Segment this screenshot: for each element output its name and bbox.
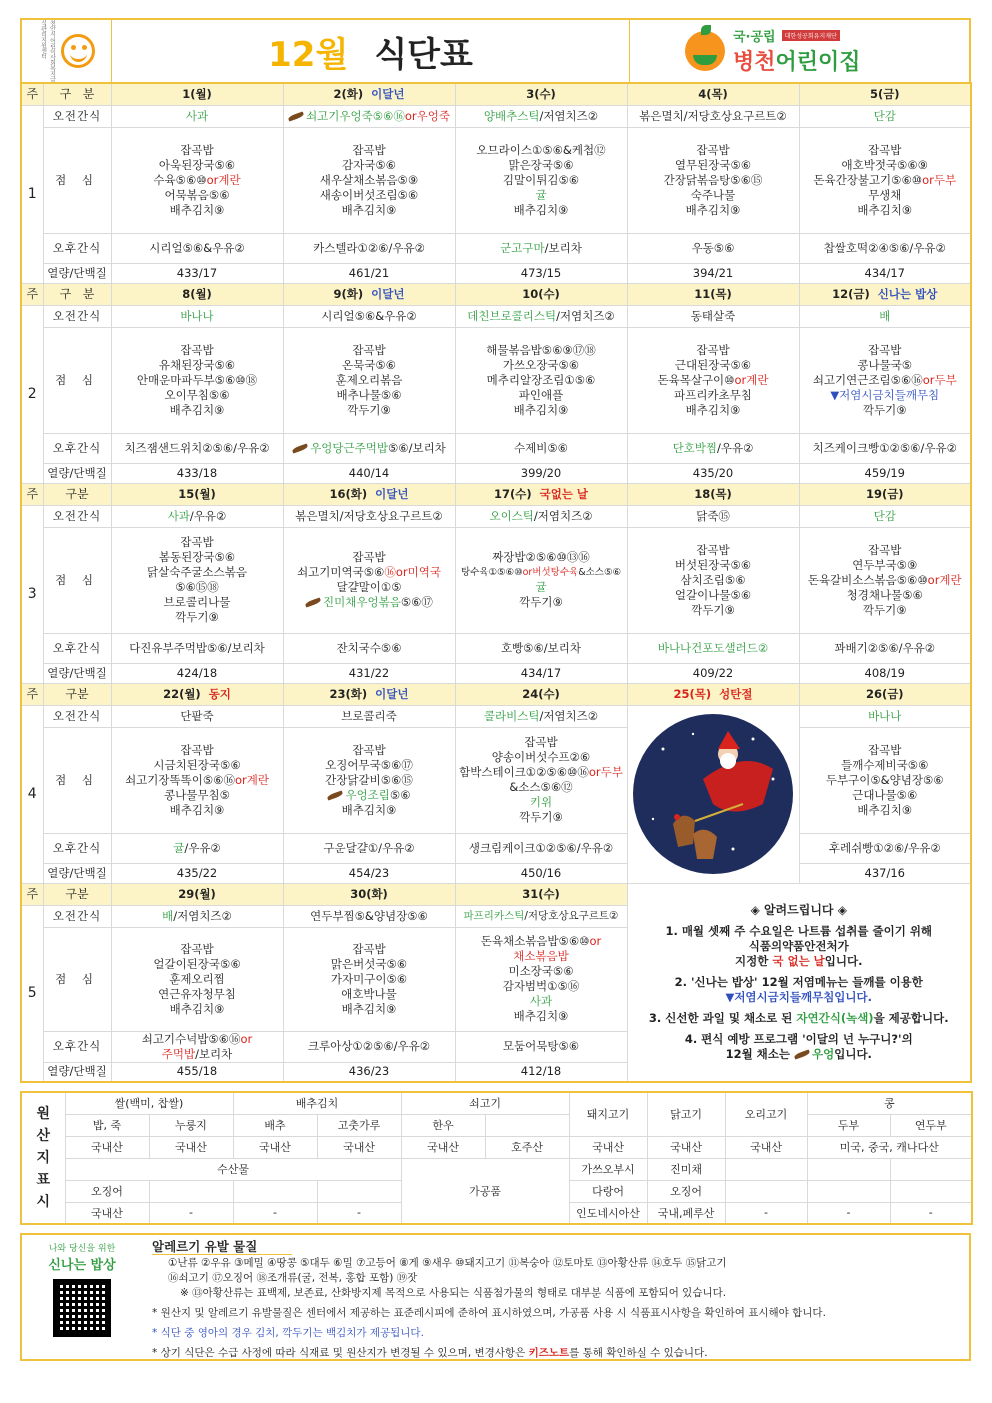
week-2-day-row: 주 구 분 8(월) 9(화) 이달넌 10(수) 11(목) 12(금) 신나는 밥상 [21,283,971,305]
week-4-day-row: 주 구분 22(월) 동지 23(화) 이달넌 24(수) 25(목) 성탄절 26(금) [21,683,971,705]
week-5-day-row: 주 구분 29(월) 30(화) 31(수) ◈ 알려드립니다 ◈ 1. 매월 셋째 주 수요일은 나트륨 섭취를 줄이기 위해 식품의약품안전처가 지정한 국 없는 날입니다. 2. '신나는 밥상' 12월 저염메뉴는 들깨를 이용한 ▼저염시금치들깨무침입니다. 3. 신선한 과일 및 채소로 된 자연간식(녹색)을 제공합니다. 4. 편식 예방 프로그램 '이달의 넌 누구니?'의 12월 채소는 우엉입니다. [21,883,971,905]
sun-logo-icon [685,31,725,71]
notice-box: ◈ 알려드립니다 ◈ 1. 매월 셋째 주 수요일은 나트륨 섭취를 줄이기 위해 식품의약품안전처가 지정한 국 없는 날입니다. 2. '신나는 밥상' 12월 저염메뉴는 들깨를 이용한 ▼저염시금치들깨무침입니다. 3. 신선한 과일 및 채소로 된 자연간식(녹색)을 제공합니다. 4. 편식 예방 프로그램 '이달의 넌 누구니?'의 12월 채소는 우엉입니다. [627,883,971,1082]
week-2-kcal-row: 열량/단백질 433/18 440/14 399/20 435/20 459/19 [21,463,971,483]
christmas-image [627,705,799,883]
meal-cell: 시리얼⑤⑥&우유② [111,233,283,263]
week-3-kcal-row: 열량/단백질 424/18 431/22 434/17 409/22 408/19 [21,663,971,683]
origin-label: 원 산 지 표 시 [21,1092,65,1224]
week-1-lunch-row: 점 심 잡곡밥 아욱된장국⑤⑥ 수육⑤⑥⑩or계란 어묵볶음⑤⑥ 배추김치⑨ 잡곡밥 감자국⑤⑥ 새우살채소볶음⑤⑨ 새송이버섯조림⑤⑥ 배추김치⑨ 오므라이스①⑤⑥&케첩⑫ 맑은장국⑤⑥ 김말이튀김⑤⑥ 귤 배추김치⑨ 잡곡밥 열무된장국⑤⑥ 간장닭볶음탕⑤⑥⑮ 숙주나물 배추김치⑨ 잡곡밥 애호박젓국⑤⑥⑨ 돈육간장불고기⑤⑥⑩or두부 무생채 배추김치⑨ [21,127,971,233]
week-2-lunch-row: 점 심 잡곡밥 유채된장국⑤⑥ 안매운마파두부⑤⑥⑩⑱ 오이무침⑤⑥ 배추김치⑨ 잡곡밥 온묵국⑤⑥ 훈제오리볶음 배추나물⑤⑥ 깍두기⑨ 해물볶음밥⑤⑥⑨⑰⑱ 가쓰오장국⑤⑥ 메추리알장조림①⑤⑥ 파인애플 배추김치⑨ 잡곡밥 근대된장국⑤⑥ 돈육목살구이⑩or계란 파프리카초무침 배추김치⑨ 잡곡밥 콩나물국⑤ 쇠고기연근조림⑤⑥⑯or두부 ▼저염시금치들깨무침 깍두기⑨ [21,327,971,433]
week-1-kcal-row: 열량/단백질 433/17 461/21 473/15 394/21 434/17 [21,263,971,283]
week-4-afternoon-row: 오후간식 귤/우유② 구운달걀①/우유② 생크림케이크①②⑤⑥/우유② 후레쉬빵①②⑥/우유② [21,833,971,863]
week-2-morning-row: 2 오전간식 바나나 시리얼⑤⑥&우유② 데친브로콜리스틱/저염치즈② 동태살죽 배 [21,305,971,327]
meal-cell: 오므라이스①⑤⑥&케첩⑫ 맑은장국⑤⑥ 김말이튀김⑤⑥ 귤 배추김치⑨ [455,127,627,233]
title-month: 12월 [268,34,349,75]
campaign-small: 나와 당신을 위한 [48,1244,116,1254]
meal-cell: 군고구마/보리차 [455,233,627,263]
allergy-list: ①난류 ②우유 ③메밀 ④땅콩 ⑤대두 ⑥밀 ⑦고등어 ⑧게 ⑨새우 ⑩돼지고기 ⑪복숭아 ⑫토마토 ⑬아황산류 ⑭호두 ⑮닭고기 [168,1257,727,1269]
meal-cell: 잡곡밥 아욱된장국⑤⑥ 수육⑤⑥⑩or계란 어묵볶음⑤⑥ 배추김치⑨ [111,127,283,233]
center-logo [22,20,112,82]
meal-cell: 볶은멸치/저당호상요구르트② [627,105,799,127]
week-1-day-row: 주 구 분 1(월) 2(화) 이달넌 3(수) 4(목) 5(금) [21,83,971,105]
day-header: 2(화) 이달넌 [283,83,455,105]
page-title [112,20,629,82]
change-note: * 상기 식단은 수급 사정에 따라 식재료 및 원산지가 변경될 수 있으며, 변경사항은 키즈노트를 통해 확인하실 수 있습니다. [152,1347,708,1359]
origin-note: * 원산지 및 알레르기 유발물질은 센터에서 제공하는 표준레시피에 준하여 표시하였으며, 가공품 사용 시 식품표시사항을 확인하여 표시해야 합니다. [152,1307,826,1319]
header [20,18,971,82]
menu-table [20,82,972,1083]
burdock-icon [292,443,309,453]
meal-cell: 찹쌀호떡②④⑤⑥/우유② [799,233,971,263]
meal-cell: 우동⑤⑥ [627,233,799,263]
logo-foundation: 대한성공회유지재단 [782,30,840,41]
week-5-kcal-row: 열량/단백질 455/18 436/23 412/18 [21,1062,971,1082]
day-header: 3(수) [455,83,627,105]
daycare-name: 병천어린이집 [733,50,861,75]
qr-code-icon[interactable] [53,1279,111,1337]
meal-cell: 단감 [799,105,971,127]
meal-cell: 카스텔라①②⑥/우유② [283,233,455,263]
week-2-afternoon-row: 오후간식 치즈잼샌드위치②⑤⑥/우유② 우엉당근주먹밥⑤⑥/보리차 수제비⑤⑥ 단호박찜/우유② 치즈케이크빵①②⑤⑥/우유② [21,433,971,463]
origin-table: 원 산 지 표 시 쌀(백미, 찹쌀) 배추김치 쇠고기 돼지고기 닭고기 오리고기 콩 밥, 죽 누룽지 배추 고춧가루 한우 두부 연두부 국내산 국내산 국내산 국내산 국내산 호주산 국내산 국내산 국내산 미국, 중국, 캐나다산 수산물 가공품 가쓰오부시 진미채 오징어 다랑어 오징어 국내산 - - - 인도네시아산 국내,페루산 - - - [20,1091,973,1225]
week-4-lunch-row: 점 심 잡곡밥 시금치된장국⑤⑥ 쇠고기장똑똑이⑤⑥⑯or계란 콩나물무침⑤ 배추김치⑨ 잡곡밥 오징어무국⑤⑥⑰ 간장닭갈비⑤⑥⑮ 우엉조림⑤⑥ 배추김치⑨ 잡곡밥 양송이버섯수프②⑥ 함박스테이크①②⑤⑥⑩⑯or두부 &소스⑤⑥⑫ 키위 깍두기⑨ 잡곡밥 들깨수제비국⑤⑥ 두부구이⑤&양념장⑤⑥ 근대나물⑤⑥ 배추김치⑨ [21,727,971,833]
week-4-morning-row: 4 오전간식 단팥죽 브로콜리죽 콜라비스틱/저염치즈② 바나나 [21,705,971,727]
title-word: 식단표 [374,34,473,75]
logo-public: 국·공립 [733,30,776,45]
week-3-morning-row: 3 오전간식 사과/우유② 볶은멸치/저당호상요구르트② 오이스틱/저염치즈② 닭죽⑮ 단감 [21,505,971,527]
week-3-day-row: 주 구분 15(월) 16(화) 이달넌 17(수) 국없는 날 18(목) 19(금) [21,483,971,505]
campaign-title: 신나는 밥상 [48,1258,116,1273]
kimchi-note: * 식단 중 영아의 경우 김치, 깍두기는 백김치가 제공됩니다. [152,1327,424,1339]
week-1-morning-row: 1 오전간식 사과 쇠고기우엉죽⑤⑥⑯or우엉죽 양배추스틱/저염치즈② 볶은멸치/저당호상요구르트② 단감 [21,105,971,127]
menu-page [20,18,971,1361]
week-5-lunch-row: 점 심 잡곡밥 얼갈이된장국⑤⑥ 훈제오리찜 연근유자청무침 배추김치⑨ 잡곡밥 맑은버섯국⑤⑥ 가자미구이⑤⑥ 애호박나물 배추김치⑨ 돈육채소볶음밥⑤⑥⑩or 채소볶음밥 미소장국⑤⑥ 감자범벅①⑤⑯ 사과 배추김치⑨ [21,927,971,1031]
burdock-icon [288,111,305,121]
day-header: 5(금) [799,83,971,105]
day-header: 1(월) [111,83,283,105]
week-5-morning-row: 5 오전간식 배/저염치즈② 연두부찜⑤&양념장⑤⑥ 파프리카스틱/저당호상요구르트② [21,905,971,927]
meal-cell: 양배추스틱/저염치즈② [455,105,627,127]
smiley-icon [61,34,95,68]
week-4-kcal-row: 열량/단백질 435/22 454/23 450/16 437/16 [21,863,971,883]
day-header: 4(목) [627,83,799,105]
week-3-lunch-row: 점 심 잡곡밥 봄동된장국⑤⑥ 닭살숙주굴소스볶음 ⑤⑥⑮⑱ 브로콜리나물 깍두기⑨ 잡곡밥 쇠고기미역국⑤⑥⑯or미역국 달걀말이①⑤ 진미채우엉볶음⑤⑥⑰ 짜장밥②⑤⑥⑩⑬⑯ 탕수육①⑤⑥⑩or버섯탕수육&소스⑤⑥ 귤 깍두기⑨ 잡곡밥 버섯된장국⑤⑥ 삼치조림⑤⑥ 얼갈이나물⑤⑥ 깍두기⑨ 잡곡밥 연두부국⑤⑨ 돈육갈비소스볶음⑤⑥⑩or계란 청경채나물⑤⑥ 깍두기⑨ [21,527,971,633]
santa-sleigh-illustration [633,709,793,879]
allergy-title: 알레르기 유발 물질 [152,1239,292,1255]
allergy-note: ※ ⑬아황산류는 표백제, 보존료, 산화방지제 목적으로 사용되는 식품첨가물의 형태로 대부분 식품에 포함되어 있습니다. [180,1287,727,1299]
meal-cell: 쇠고기우엉죽⑤⑥⑯or우엉죽 [283,105,455,127]
week-1-afternoon-row: 오후간식 시리얼⑤⑥&우유② 카스텔라①②⑥/우유② 군고구마/보리차 우동⑤⑥ 찹쌀호떡②④⑤⑥/우유② [21,233,971,263]
week-number: 1 [21,105,43,283]
meal-cell: 잡곡밥 애호박젓국⑤⑥⑨ 돈육간장불고기⑤⑥⑩or두부 무생채 배추김치⑨ [799,127,971,233]
allergy-section: 나와 당신을 위한 신나는 밥상 알레르기 유발 물질 ①난류 ②우유 ③메밀 ④땅콩 ⑤대두 ⑥밀 ⑦고등어 ⑧게 ⑨새우 ⑩돼지고기 ⑪복숭아 ⑫토마토 ⑬아황산류 ⑭호두 ⑮닭고기 ⑯쇠고기 ⑰오징어 ⑱조개류(굴, 전복, 홍합 포함) ⑲잣 ※ ⑬아황산류는 표백제, 보존료, 산화방지제 목적으로 사용되는 식품첨가물의 형태로 대부분 식품에 포함되어 있습니다. * 원산지 및 알레르기 유발물질은 센터에서 제공하는 표준레시피에 준하여 표시하였으며, 가공품 사용 시 식품표시사항을 확인하여 표시해야 합니다. * 식단 중 영아의 경우 김치, 깍두기는 백김치가 제공됩니다. * 상기 식단은 수급 사정에 따라 식재료 및 원산지가 변경될 수 있으며, 변경사항은 키즈노트를 통해 확인하실 수 있습니다. [20,1233,971,1361]
daycare-logo [629,20,969,82]
week-5-afternoon-row: 오후간식 쇠고기수넉밥⑤⑥⑯or 주먹밥/보리차 크루아상①②⑤⑥/우유② 모둠어묵탕⑤⑥ [21,1031,971,1062]
meal-cell: 사과 [111,105,283,127]
meal-cell: 잡곡밥 열무된장국⑤⑥ 간장닭볶음탕⑤⑥⑮ 숙주나물 배추김치⑨ [627,127,799,233]
center-name: 천안시 어린이사회복지급식관리지원센터 [39,20,56,82]
week-3-afternoon-row: 오후간식 다진유부주먹밥⑤⑥/보리차 잔치국수⑤⑥ 호빵⑤⑥/보리차 바나나건포도샐러드② 꽈배기②⑤⑥/우유② [21,633,971,663]
meal-cell: 잡곡밥 감자국⑤⑥ 새우살채소볶음⑤⑨ 새송이버섯조림⑤⑥ 배추김치⑨ [283,127,455,233]
